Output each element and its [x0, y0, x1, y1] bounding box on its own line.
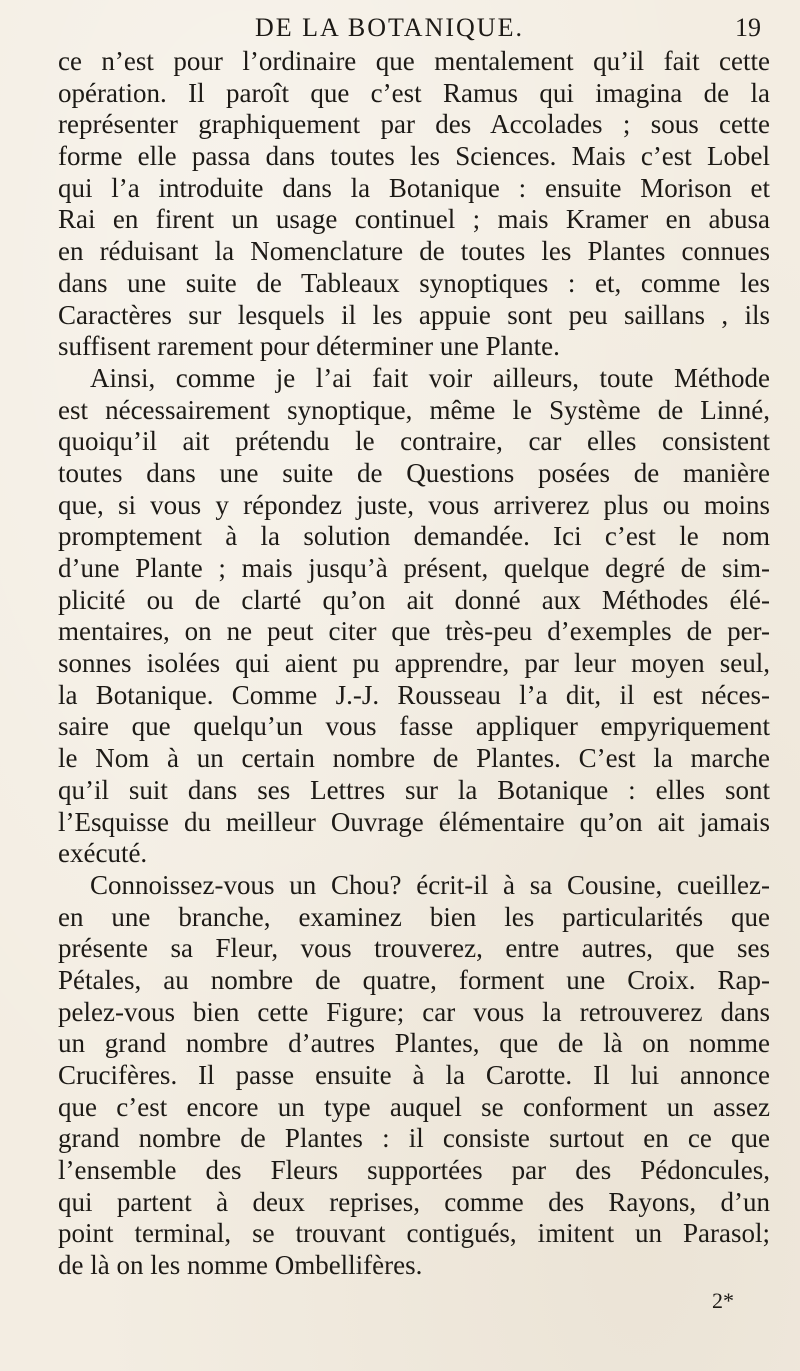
running-title: DE LA BOTANIQUE. — [255, 13, 524, 42]
text-line: l’Esquisse du meilleur Ouvrage élémentaire qu’on ait jamais — [58, 806, 770, 837]
text-line: de là on les nomme Ombellifères. — [58, 1250, 423, 1281]
page-number: 19 — [735, 13, 761, 42]
text-line: est nécessairement synoptique, même le Système de Linné, — [58, 394, 770, 425]
text-line: mentaires, on ne peut citer que très-peu d’exemples de per- — [58, 616, 770, 647]
body-text — [58, 46, 770, 1282]
text-line: Pétales, au nombre de quatre, forment une Croix. Rap- — [58, 964, 770, 995]
text-line: sonnes isolées qui aient pu apprendre, par leur moyen seul, — [58, 648, 770, 679]
text-line: Caractères sur lesquels il les appuie sont peu saillans , ils — [58, 299, 770, 330]
signature-mark: 2* — [712, 1288, 734, 1313]
text-line: Ainsi, comme je l’ai fait voir ailleurs, toute Méthode — [90, 362, 770, 393]
text-line: représenter graphiquement par des Accolades ; sous cette — [58, 109, 770, 140]
text-line: dans une suite de Tableaux synoptiques : et, comme les — [58, 267, 770, 298]
text-line: ce n’est pour l’ordinaire que mentalement qu’il fait cette — [58, 46, 770, 76]
text-line: saire que quelqu’un vous fasse appliquer empyriquement — [58, 711, 770, 742]
text-line: que c’est encore un type auquel se conforment un assez — [58, 1091, 770, 1122]
text-line: suffisent rarement pour déterminer une Plante. — [58, 331, 560, 362]
text-line: qui l’a introduite dans la Botanique : ensuite Morison et — [58, 172, 770, 203]
text-line: présente sa Fleur, vous trouverez, entre autres, que ses — [58, 933, 770, 964]
text-line: pelez-vous bien cette Figure; car vous la retrouverez dans — [58, 996, 770, 1027]
text-line: d’une Plante ; mais jusqu’à présent, quelque degré de sim- — [58, 553, 770, 583]
text-line: qui partent à deux reprises, comme des Rayons, d’un — [58, 1186, 770, 1217]
text-line: en une branche, examinez bien les particularités que — [58, 901, 770, 932]
text-line: opération. Il paroît que c’est Ramus qui imagina de la — [58, 77, 770, 108]
text-line: point terminal, se trouvant contigués, imitent un Parasol; — [58, 1218, 770, 1249]
text-line: Rai en firent un usage continuel ; mais Kramer en abusa — [58, 204, 770, 235]
text-line: grand nombre de Plantes : il consiste surtout en ce que — [58, 1123, 770, 1154]
text-line: promptement à la solution demandée. Ici c’est le nom — [58, 521, 770, 552]
text-line: plicité ou de clarté qu’on ait donné aux Méthodes élé- — [58, 584, 770, 615]
text-line: toutes dans une suite de Questions posées de manière — [58, 457, 770, 488]
text-line: Crucifères. Il passe ensuite à la Carotte. Il lui annonce — [58, 1060, 770, 1090]
text-line: la Botanique. Comme J.-J. Rousseau l’a dit, il est néces- — [58, 679, 770, 710]
text-line: le Nom à un certain nombre de Plantes. C’est la marche — [58, 743, 770, 774]
text-line: l’ensemble des Fleurs supportées par des Pédoncules, — [58, 1155, 770, 1186]
text-line: forme elle passa dans toutes les Sciences. Mais c’est Lobel — [58, 141, 770, 172]
text-line: exécuté. — [58, 838, 148, 869]
text-line: qu’il suit dans ses Lettres sur la Botanique : elles sont — [58, 774, 770, 805]
text-line: en réduisant la Nomenclature de toutes les Plantes connues — [58, 236, 770, 267]
text-line: Connoissez-vous un Chou? écrit-il à sa Cousine, cueillez- — [90, 869, 770, 900]
text-line: un grand nombre d’autres Plantes, que de là on nomme — [58, 1028, 770, 1059]
text-line: quoiqu’il ait prétendu le contraire, car elles consistent — [58, 426, 770, 457]
text-line: que, si vous y répondez juste, vous arriverez plus ou moins — [58, 489, 770, 520]
page-header — [0, 8, 800, 48]
